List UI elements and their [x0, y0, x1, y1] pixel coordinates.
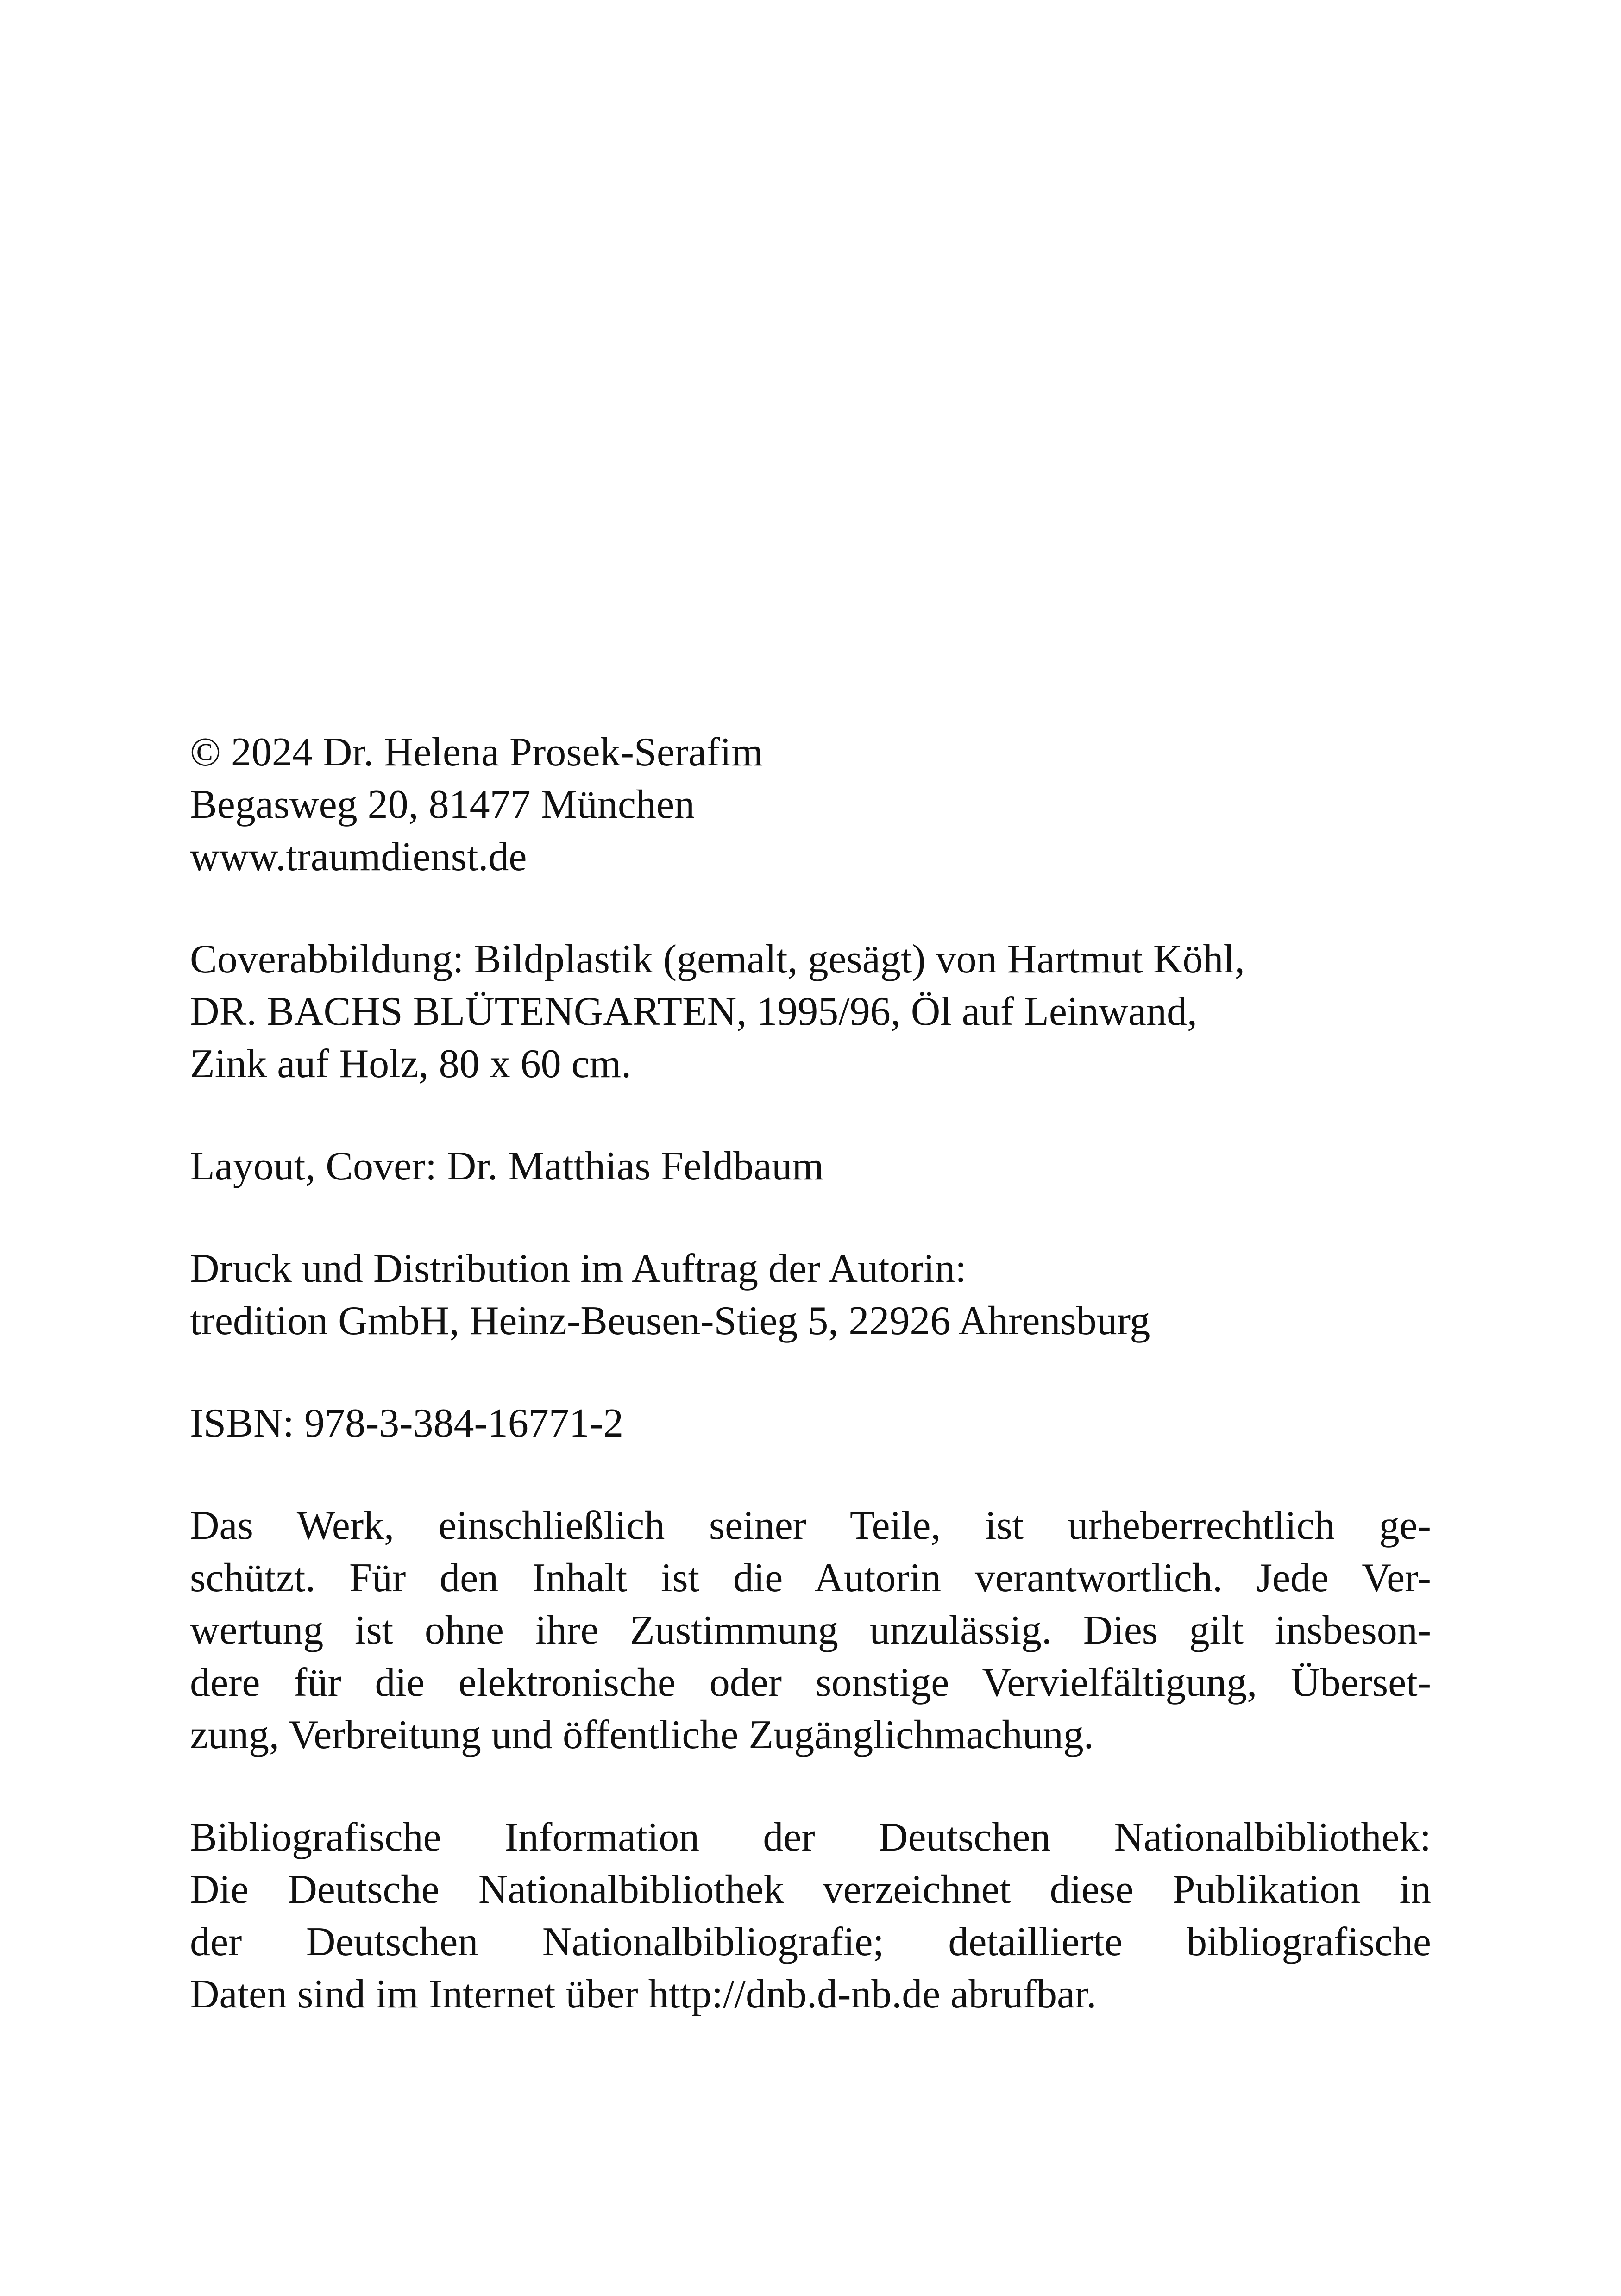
copyright-line: © 2024 Dr. Helena Prosek-Serafim — [190, 730, 763, 775]
bibliographic-info-block — [190, 1811, 1431, 2020]
rights-notice-line: Das Werk, einschließlich seiner Teile, ist urheberrechtlich ge- — [190, 1503, 1431, 1548]
rights-notice-line: dere für die elektronische oder sonstige Vervielfältigung, Überset- — [190, 1660, 1431, 1705]
layout-credit-block — [190, 1140, 1431, 1192]
address-line: Begasweg 20, 81477 München — [190, 782, 695, 827]
layout-credit-line: Layout, Cover: Dr. Matthias Feldbaum — [190, 1144, 824, 1189]
imprint-page — [190, 726, 1431, 2070]
publisher-address-line: tredition GmbH, Heinz-Beusen-Stieg 5, 22926 Ahrensburg — [190, 1299, 1150, 1343]
bibliographic-info-line: Daten sind im Internet über http://dnb.d-nb.de abrufbar. — [190, 1972, 1097, 2017]
print-distribution-line: Druck und Distribution im Auftrag der Autorin: — [190, 1246, 967, 1291]
bibliographic-info-line: der Deutschen Nationalbibliografie; detaillierte bibliografische — [190, 1920, 1431, 1964]
print-distribution-block — [190, 1242, 1431, 1347]
rights-notice-block — [190, 1499, 1431, 1761]
isbn-line: ISBN: 978-3-384-16771-2 — [190, 1401, 624, 1446]
bibliographic-info-line: Die Deutsche Nationalbibliothek verzeichnet diese Publikation in — [190, 1867, 1431, 1912]
website-line: www.traumdienst.de — [190, 834, 527, 879]
rights-notice-line: wertung ist ohne ihre Zustimmung unzulässig. Dies gilt insbeson- — [190, 1608, 1431, 1653]
cover-credit-line: DR. BACHS BLÜTENGARTEN, 1995/96, Öl auf Leinwand, — [190, 989, 1197, 1034]
bibliographic-info-line: Bibliografische Information der Deutschen Nationalbibliothek: — [190, 1815, 1431, 1860]
rights-notice-line: schützt. Für den Inhalt ist die Autorin verantwortlich. Jede Ver- — [190, 1556, 1431, 1600]
rights-notice-line: zung, Verbreitung und öffentliche Zugänglichmachung. — [190, 1713, 1094, 1757]
copyright-block — [190, 726, 1431, 883]
cover-credit-line: Zink auf Holz, 80 x 60 cm. — [190, 1041, 632, 1086]
cover-credit-line: Coverabbildung: Bildplastik (gemalt, gesägt) von Hartmut Köhl, — [190, 937, 1245, 982]
cover-credit-block — [190, 933, 1431, 1090]
isbn-block — [190, 1397, 1431, 1449]
